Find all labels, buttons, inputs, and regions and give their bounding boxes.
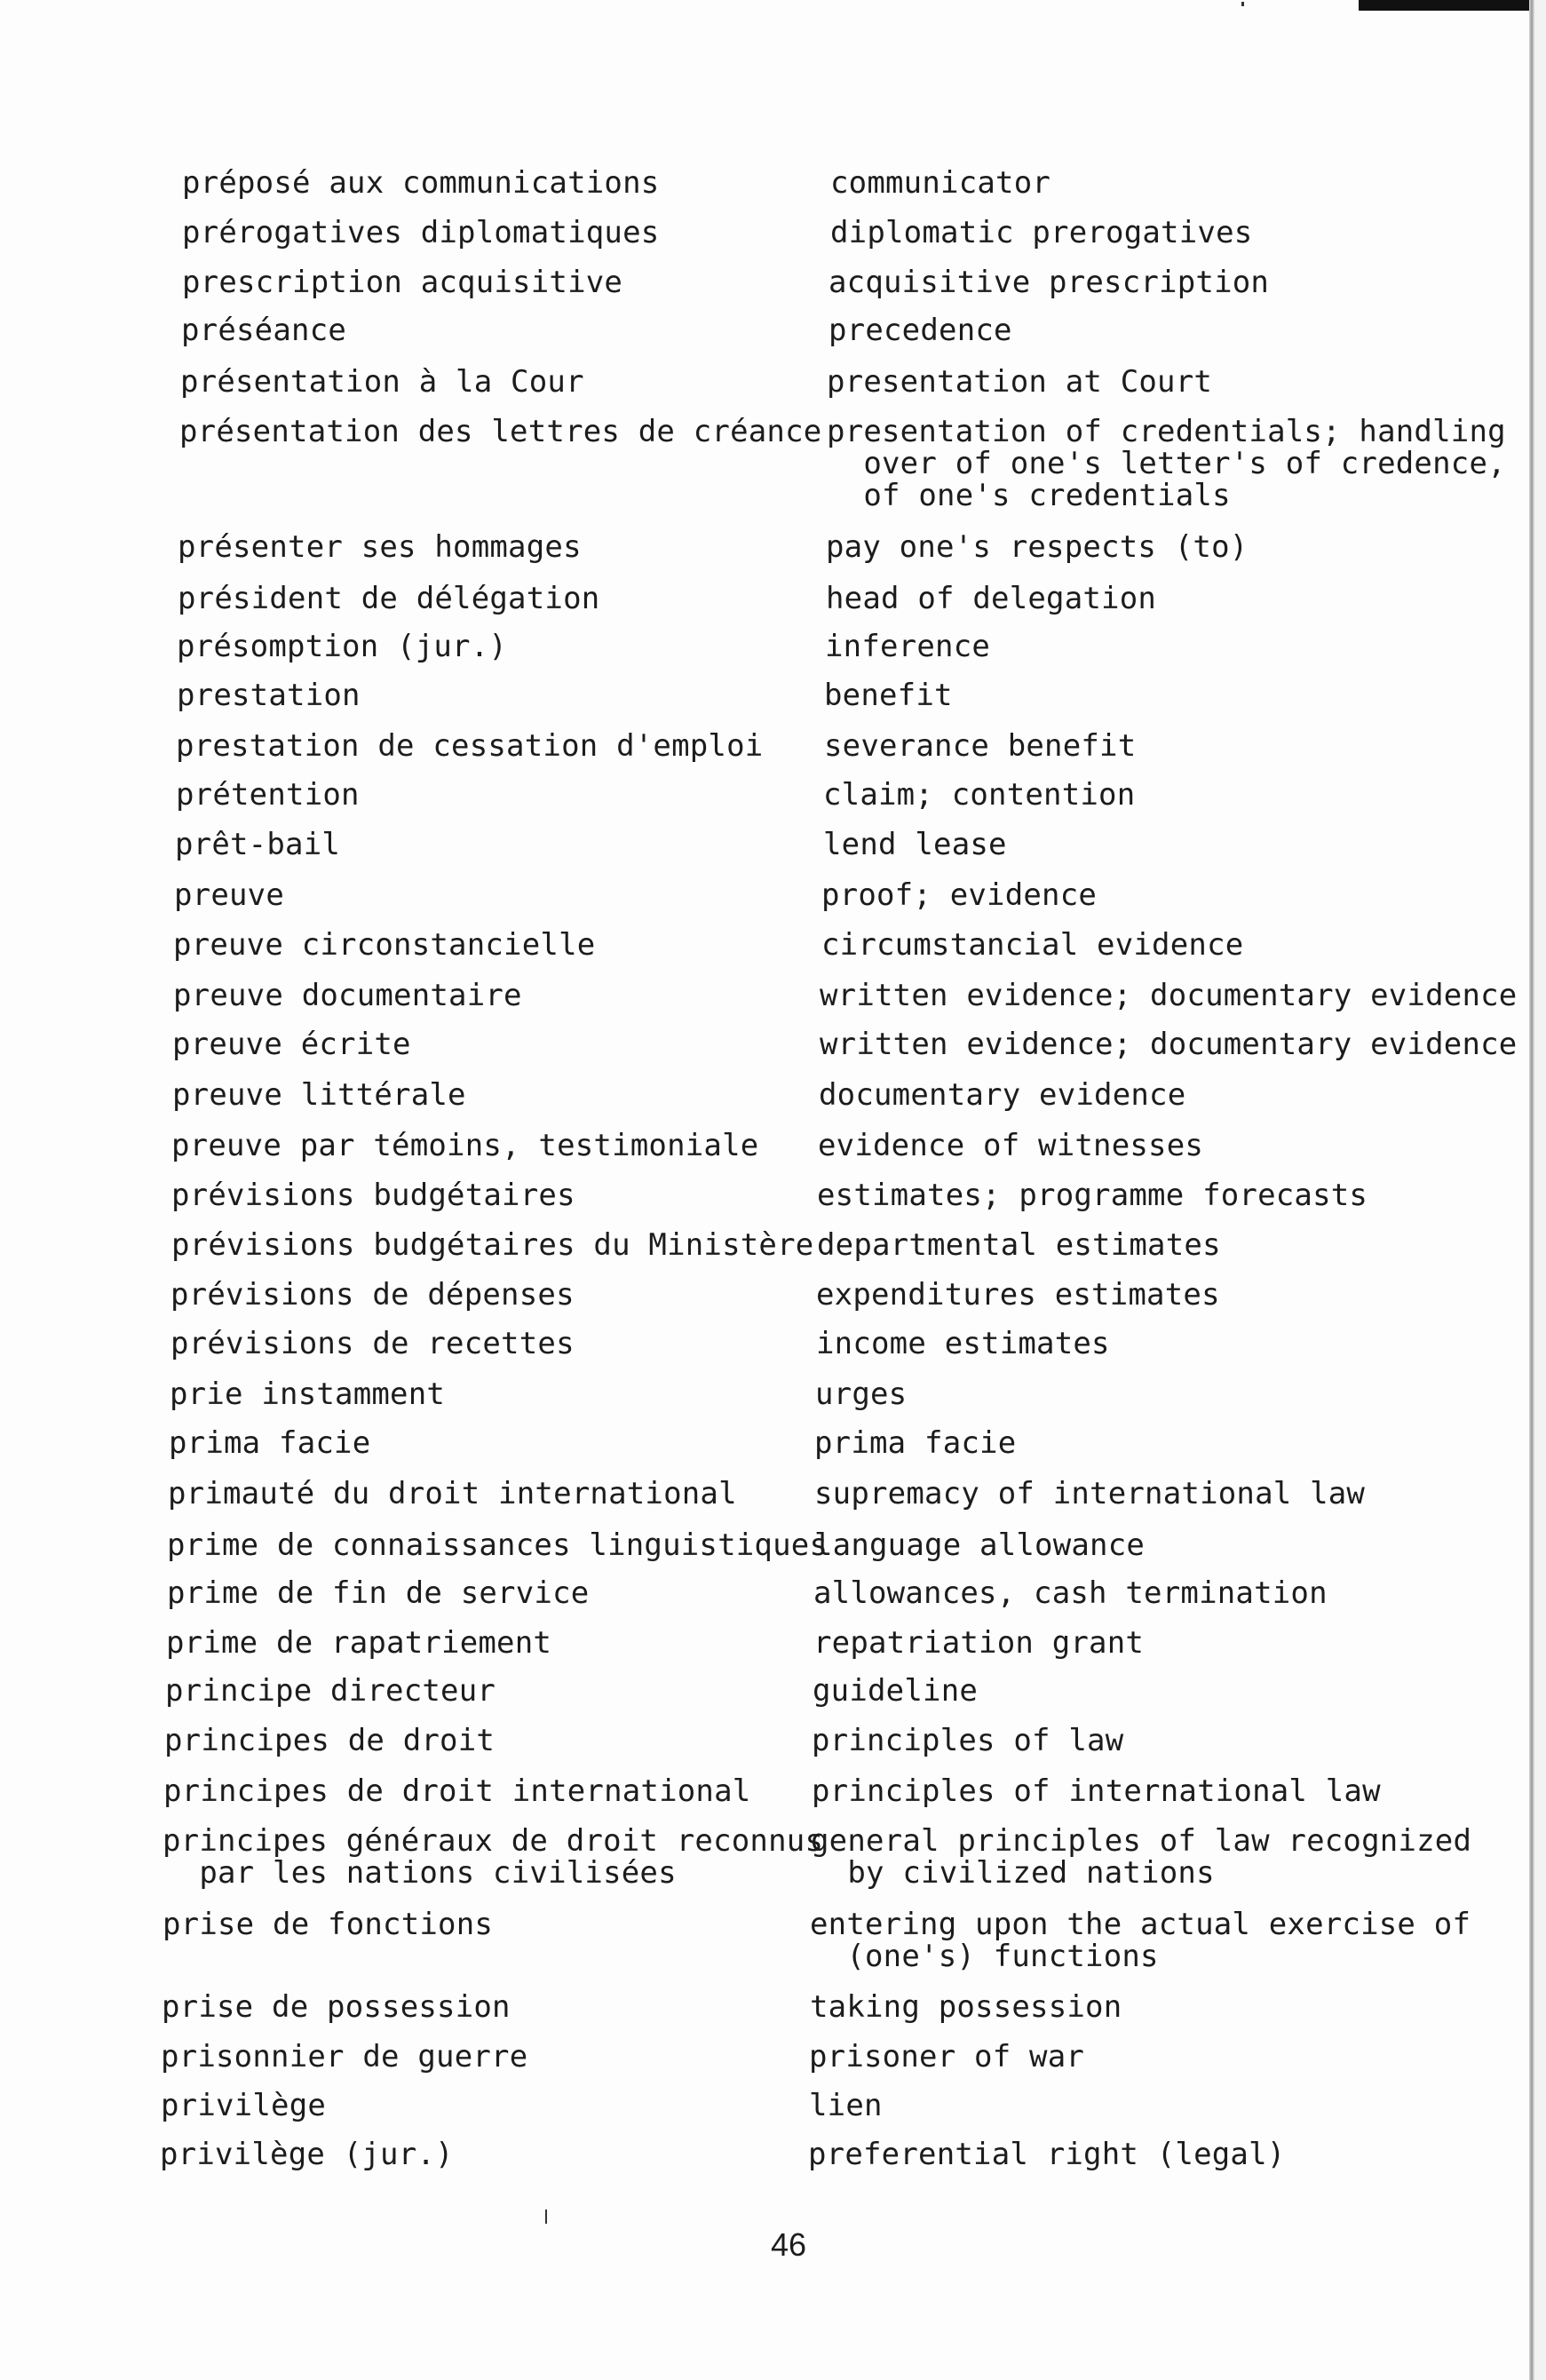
french-term: preuve littérale [172,1077,466,1113]
french-term: prime de rapatriement [166,1625,552,1661]
english-term: circumstancial evidence [821,927,1244,963]
french-term: principes généraux de droit reconnus par les nations civilisées [163,1823,824,1891]
french-term: primauté du droit international [168,1476,737,1511]
french-term: principes de droit [164,1723,496,1758]
french-term: prime de fin de service [167,1575,590,1611]
french-term: preuve [174,877,285,913]
french-term: prime de connaissances linguistiques [167,1527,828,1563]
english-term: prima facie [814,1425,1017,1461]
french-term: prévisions budgétaires [171,1178,575,1213]
french-term: présentation des lettres de créance [179,414,822,449]
english-term: lend lease [823,827,1007,862]
english-term: written evidence; documentary evidence [820,978,1518,1013]
english-term: head of delegation [826,581,1157,616]
scan-right-edge-shadow [1534,0,1546,2380]
scan-speck [545,2209,547,2224]
english-term: entering upon the actual exercise of (one's) functions [810,1907,1471,1974]
english-term: presentation of credentials; handling over of one's letter's of credence, of one's credentials [827,414,1506,513]
french-term: présenter ses hommages [178,529,582,565]
french-term: preuve par témoins, testimoniale [171,1128,759,1163]
english-term: diplomatic prerogatives [830,215,1253,250]
french-term: principes de droit international [163,1773,751,1809]
english-term: expenditures estimates [816,1277,1220,1313]
english-term: principles of law [812,1723,1124,1758]
french-term: principe directeur [165,1673,496,1709]
english-term: pay one's respects (to) [826,529,1249,565]
english-term: repatriation grant [813,1625,1145,1661]
english-term: income estimates [816,1326,1110,1361]
english-term: prisoner of war [809,2039,1085,2075]
english-term: preferential right (legal) [808,2137,1286,2172]
french-term: prérogatives diplomatiques [182,215,660,250]
english-term: presentation at Court [827,364,1213,400]
english-term: guideline [813,1673,979,1709]
english-term: evidence of witnesses [818,1128,1204,1163]
french-term: prima facie [169,1425,371,1461]
english-term: documentary evidence [819,1077,1186,1113]
french-term: préposé aux communications [182,165,660,201]
english-term: severance benefit [824,728,1137,764]
french-term: preuve écrite [172,1027,411,1062]
page-number: 46 [771,2226,807,2263]
english-term: communicator [830,165,1051,201]
french-term: prise de possession [162,1989,511,2025]
english-term: proof; evidence [821,877,1098,913]
scan-speck [1241,2,1244,6]
french-term: prêt-bail [175,827,341,862]
french-term: preuve documentaire [173,978,522,1013]
french-term: preuve circonstancielle [173,927,596,963]
english-term: acquisitive prescription [828,265,1270,300]
french-term: privilège (jur.) [160,2137,454,2172]
french-term: privilège [161,2088,327,2123]
english-term: precedence [828,313,1012,348]
french-term: prévisions de dépenses [170,1277,575,1313]
french-term: présentation à la Cour [180,364,584,400]
french-term: prévisions budgétaires du Ministère [171,1227,814,1263]
english-term: departmental estimates [817,1227,1221,1263]
english-term: principles of international law [812,1773,1381,1809]
english-term: lien [809,2088,883,2123]
english-term: benefit [824,678,953,713]
french-term: présomption (jur.) [177,629,508,664]
english-term: urges [815,1376,908,1412]
french-term: président de délégation [178,581,600,616]
english-term: general principles of law recognized by civilized nations [811,1823,1472,1891]
french-term: prescription acquisitive [182,265,623,300]
french-term: prise de fonctions [163,1907,494,1942]
french-term: prestation [177,678,361,713]
english-term: language allowance [814,1527,1146,1563]
english-term: allowances, cash termination [813,1575,1328,1611]
french-term: prétention [176,777,360,813]
english-term: supremacy of international law [814,1476,1366,1511]
english-term: taking possession [810,1989,1122,2025]
french-term: prestation de cessation d'emploi [176,728,764,764]
english-term: estimates; programme forecasts [817,1178,1368,1213]
french-term: prie instamment [170,1376,446,1412]
french-term: prévisions de recettes [170,1326,575,1361]
english-term: claim; contention [823,777,1136,813]
french-term: prisonnier de guerre [161,2039,528,2075]
french-term: préséance [181,313,347,348]
english-term: written evidence; documentary evidence [820,1027,1518,1062]
english-term: inference [825,629,991,664]
